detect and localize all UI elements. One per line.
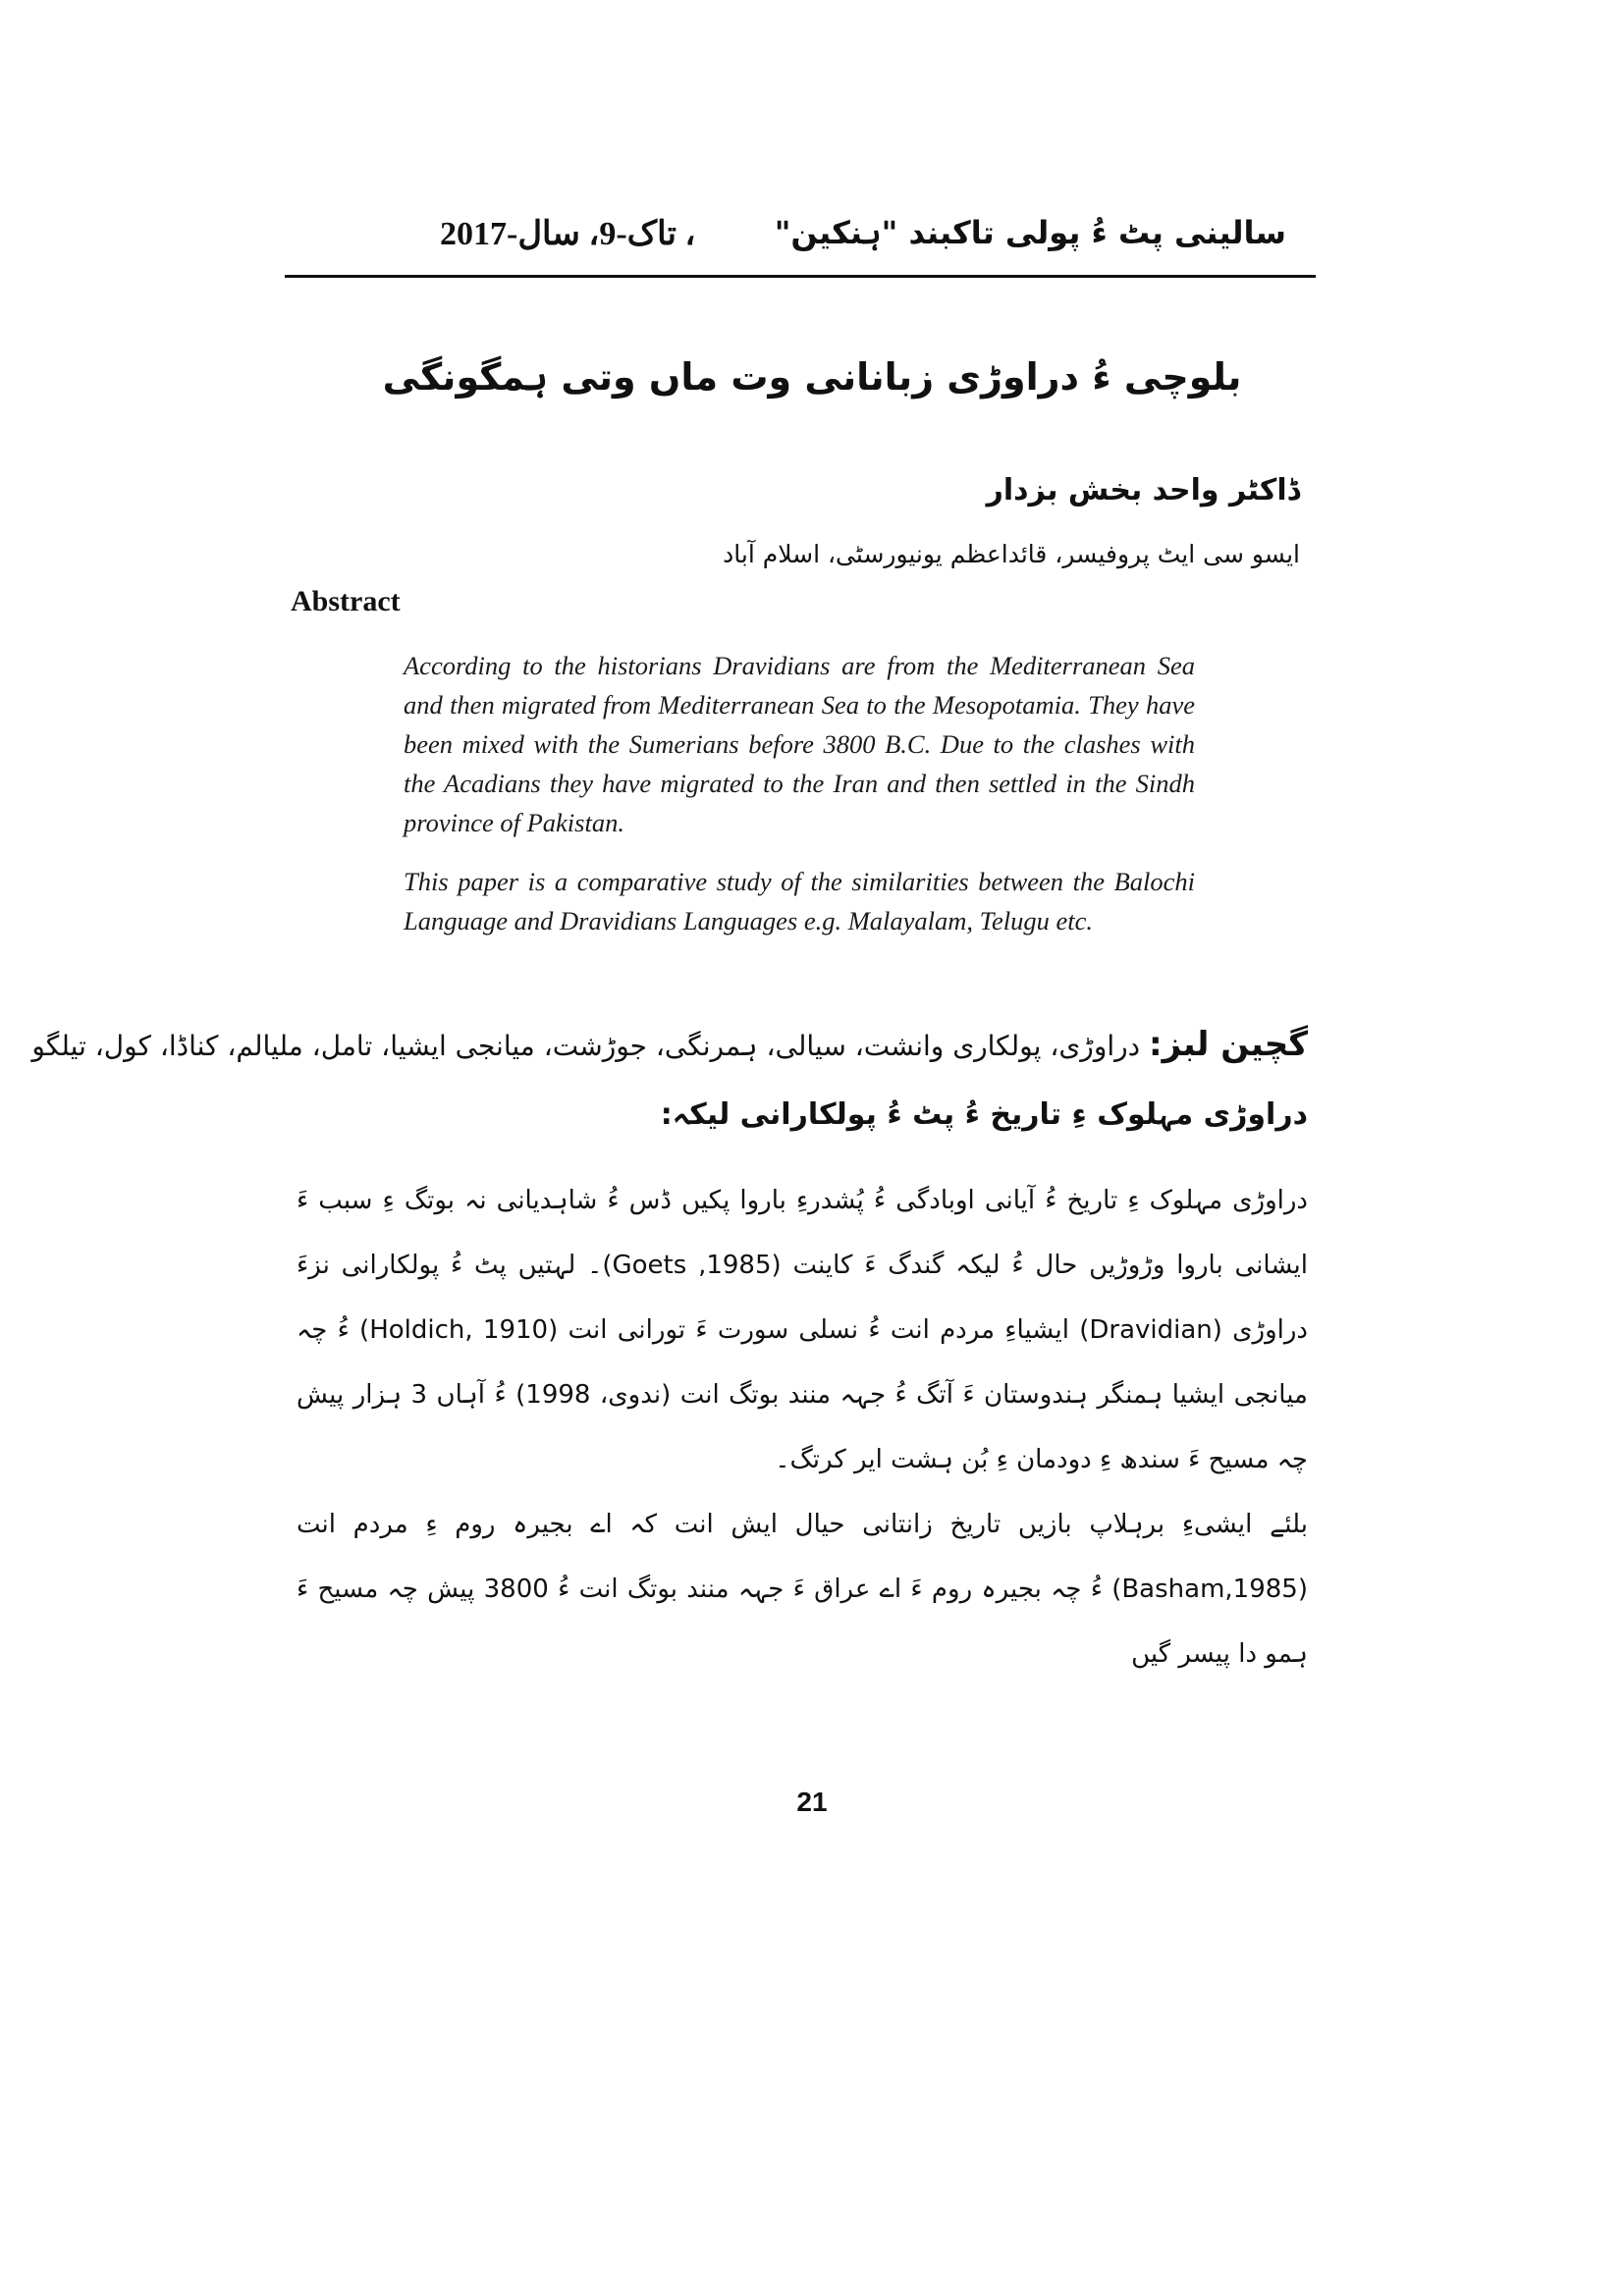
abstract-paragraph: This paper is a comparative study of the similarities between the Balochi Language and Dravidians Languages e.g. Malayalam, Telugu etc. [404,867,1195,935]
keywords-label: گچین لبز: [1149,1025,1308,1064]
author-affiliation: ایسو سی ایٹ پروفیسر، قائداعظم یونیورسٹی، اسلام آباد [723,540,1300,568]
body-text [297,1168,1308,1686]
journal-name: سالینی پٹ ءُ پولی تاکبند "ہنکین" [774,214,1286,251]
keywords [31,1023,1308,1068]
article-title: بلوچی ءُ دراوڑی زبانانی وت ماں وتی ہمگونگی [382,355,1242,399]
running-header [285,214,1316,273]
abstract-heading: Abstract [291,585,401,617]
page-number: 21 [796,1787,828,1817]
body-paragraph: بلئے ایشیءِ برہلاپ بازیں تاریخ زانتانی حیال ایش انت کہ اے بجیرہ روم ءِ مردم انت (Basham,1985) ءُ چہ بجیرہ روم ءَ اے عراق ءَ جہہ منند بوتگ انت ءُ 3800 پیش چہ مسیح ءَ ہمو دا پیسر گیں [297,1510,1308,1669]
keywords-text: دراوڑی، پولکاری وانشت، سیالی، ہمرنگی، جوڑشت، میانجی ایشیا، تامل، ملیالم، کناڈا، کول، تیلگو [31,1030,1150,1062]
body-paragraph: دراوڑی مہلوک ءِ تاریخ ءُ آیانی اوبادگی ءُ پُشدرءِ باروا پکیں ڈس ءُ شاہدیانی نہ بوتگ ءِ سبب ءَ ایشانی باروا وڑوڑیں حال ءُ لیکہ گندگ ءَ کاینت (Goets ,1985)۔ لہتیں پٹ ءُ پولکارانی نزءَ دراوڑی (Dravidian) ایشیاءِ مردم انت ءُ نسلی سورت ءَ تورانی انت (Holdich, 1910) ءُ چہ میانجی ایشیا ہمنگر ہندوستان ءَ آتگ ءُ جہہ منند بوتگ انت (ندوی، 1998) ءُ آہاں 3 ہزار پیش چہ مسیح ءَ سندھ ءِ دودمان ءِ بُن ہشت ایر کرتگ۔ [297,1186,1308,1474]
issue-info: ، تاک-9، سال-2017 [440,216,696,252]
abstract-paragraph: According to the historians Dravidians are from the Mediterranean Sea and then migrated from Mediterranean Sea to the Mesopotamia. They have been mixed with the Sumerians before 3800 B.C. Due to the clashes with the Acadians they have migrated to the Iran and then settled in the Sindh province of Pakistan. [404,651,1195,837]
abstract-body [404,646,1195,960]
header-rule [285,275,1316,278]
section-heading: دراوڑی مہلوک ءِ تاریخ ءُ پٹ ءُ پولکارانی لیکہ: [660,1097,1308,1132]
author-name: ڈاکٹر واحد بخش بزدار [986,473,1300,507]
